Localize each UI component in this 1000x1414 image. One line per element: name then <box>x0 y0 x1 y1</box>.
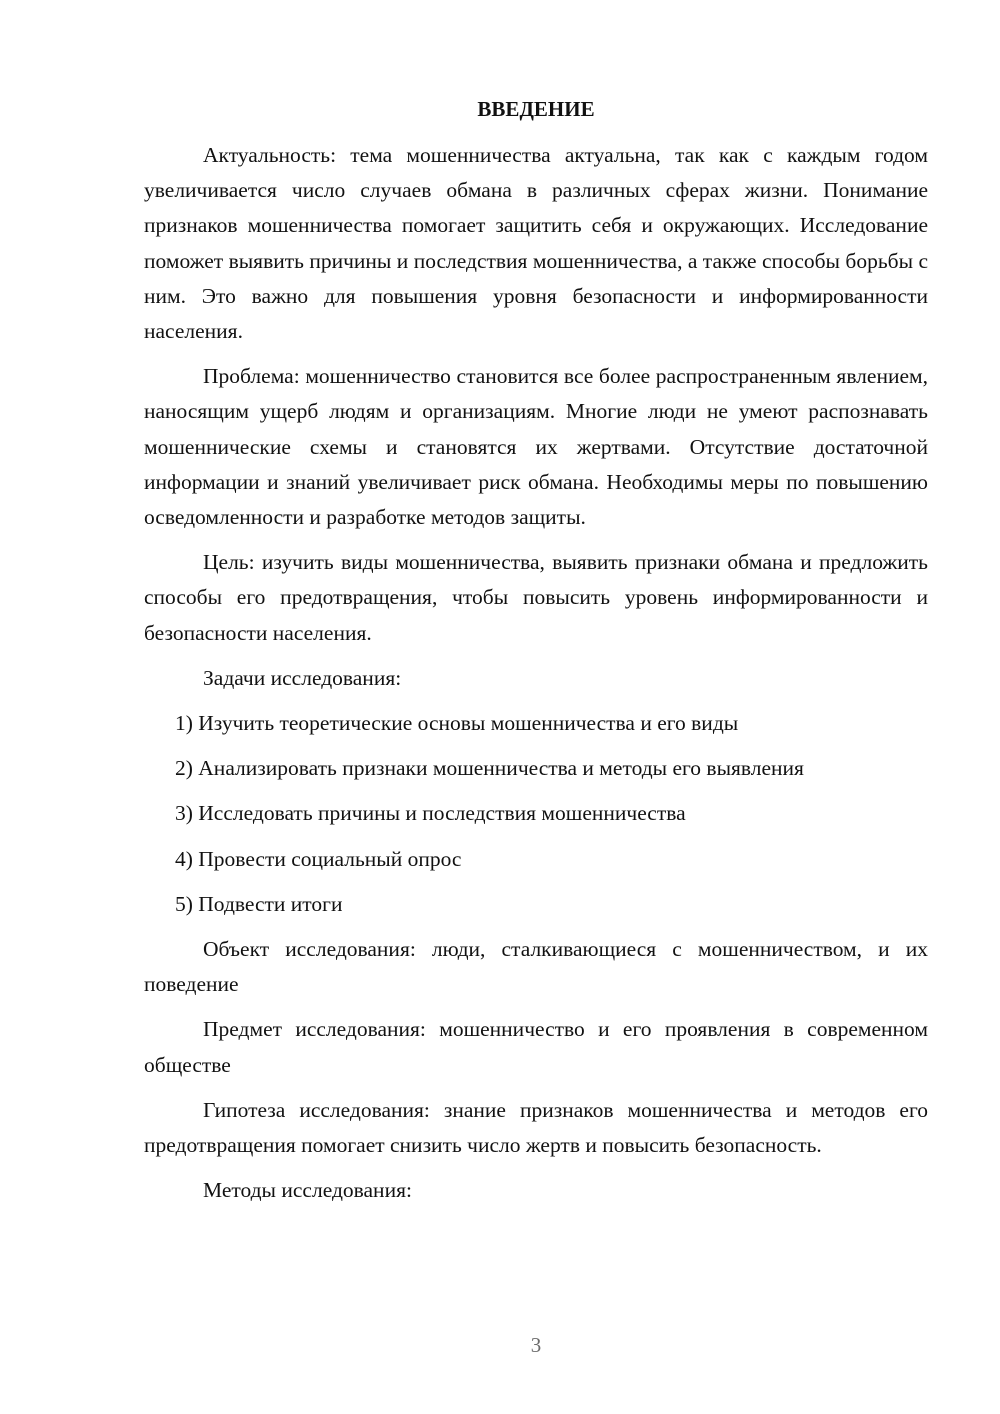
object-paragraph: Объект исследования: люди, сталкивающиеся с мошенничеством, и их поведение <box>144 937 928 997</box>
document-page <box>144 94 928 1218</box>
problem-paragraph: Проблема: мошенничество становится все более распространенным явлением, наносящим ущерб людям и организациям. Многие люди не умеют распознавать мошеннические схемы и становятся их жертвами. Отсутствие достаточной информации и знаний увеличивает риск обмана. Необходимы меры по повышению осведомленности и разработке методов защиты. <box>144 364 928 530</box>
relevance-paragraph: Актуальность: тема мошенничества актуальна, так как с каждым годом увеличивается число случаев обмана в различных сферах жизни. Понимание признаков мошенничества помогает защитить себя и окружающих. Исследование поможет выявить причины и последствия мошенничества, а также способы борьбы с ним. Это важно для повышения уровня безопасности и информированности населения. <box>144 143 928 344</box>
page-number: 3 <box>530 1333 542 1357</box>
task-item: 5) Подвести итоги <box>175 891 343 916</box>
methods-title: Методы исследования: <box>203 1178 412 1203</box>
page-title: ВВЕДЕНИЕ <box>477 97 595 121</box>
task-item: 1) Изучить теоретические основы мошенничества и его виды <box>175 711 739 736</box>
hypothesis-paragraph: Гипотеза исследования: знание признаков мошенничества и методов его предотвращения помогает снизить число жертв и повысить безопасность. <box>144 1097 928 1158</box>
task-item: 2) Анализировать признаки мошенничества и методы его выявления <box>175 756 804 781</box>
task-item: 3) Исследовать причины и последствия мошенничества <box>175 801 686 826</box>
subject-paragraph: Предмет исследования: мошенничество и его проявления в современном обществе <box>144 1017 928 1077</box>
tasks-list <box>144 706 928 922</box>
task-item: 4) Провести социальный опрос <box>175 846 462 871</box>
goal-paragraph: Цель: изучить виды мошенничества, выявить признаки обмана и предложить способы его предотвращения, чтобы повысить уровень информированности и безопасности населения. <box>144 550 928 645</box>
tasks-title: Задачи исследования: <box>203 665 402 690</box>
